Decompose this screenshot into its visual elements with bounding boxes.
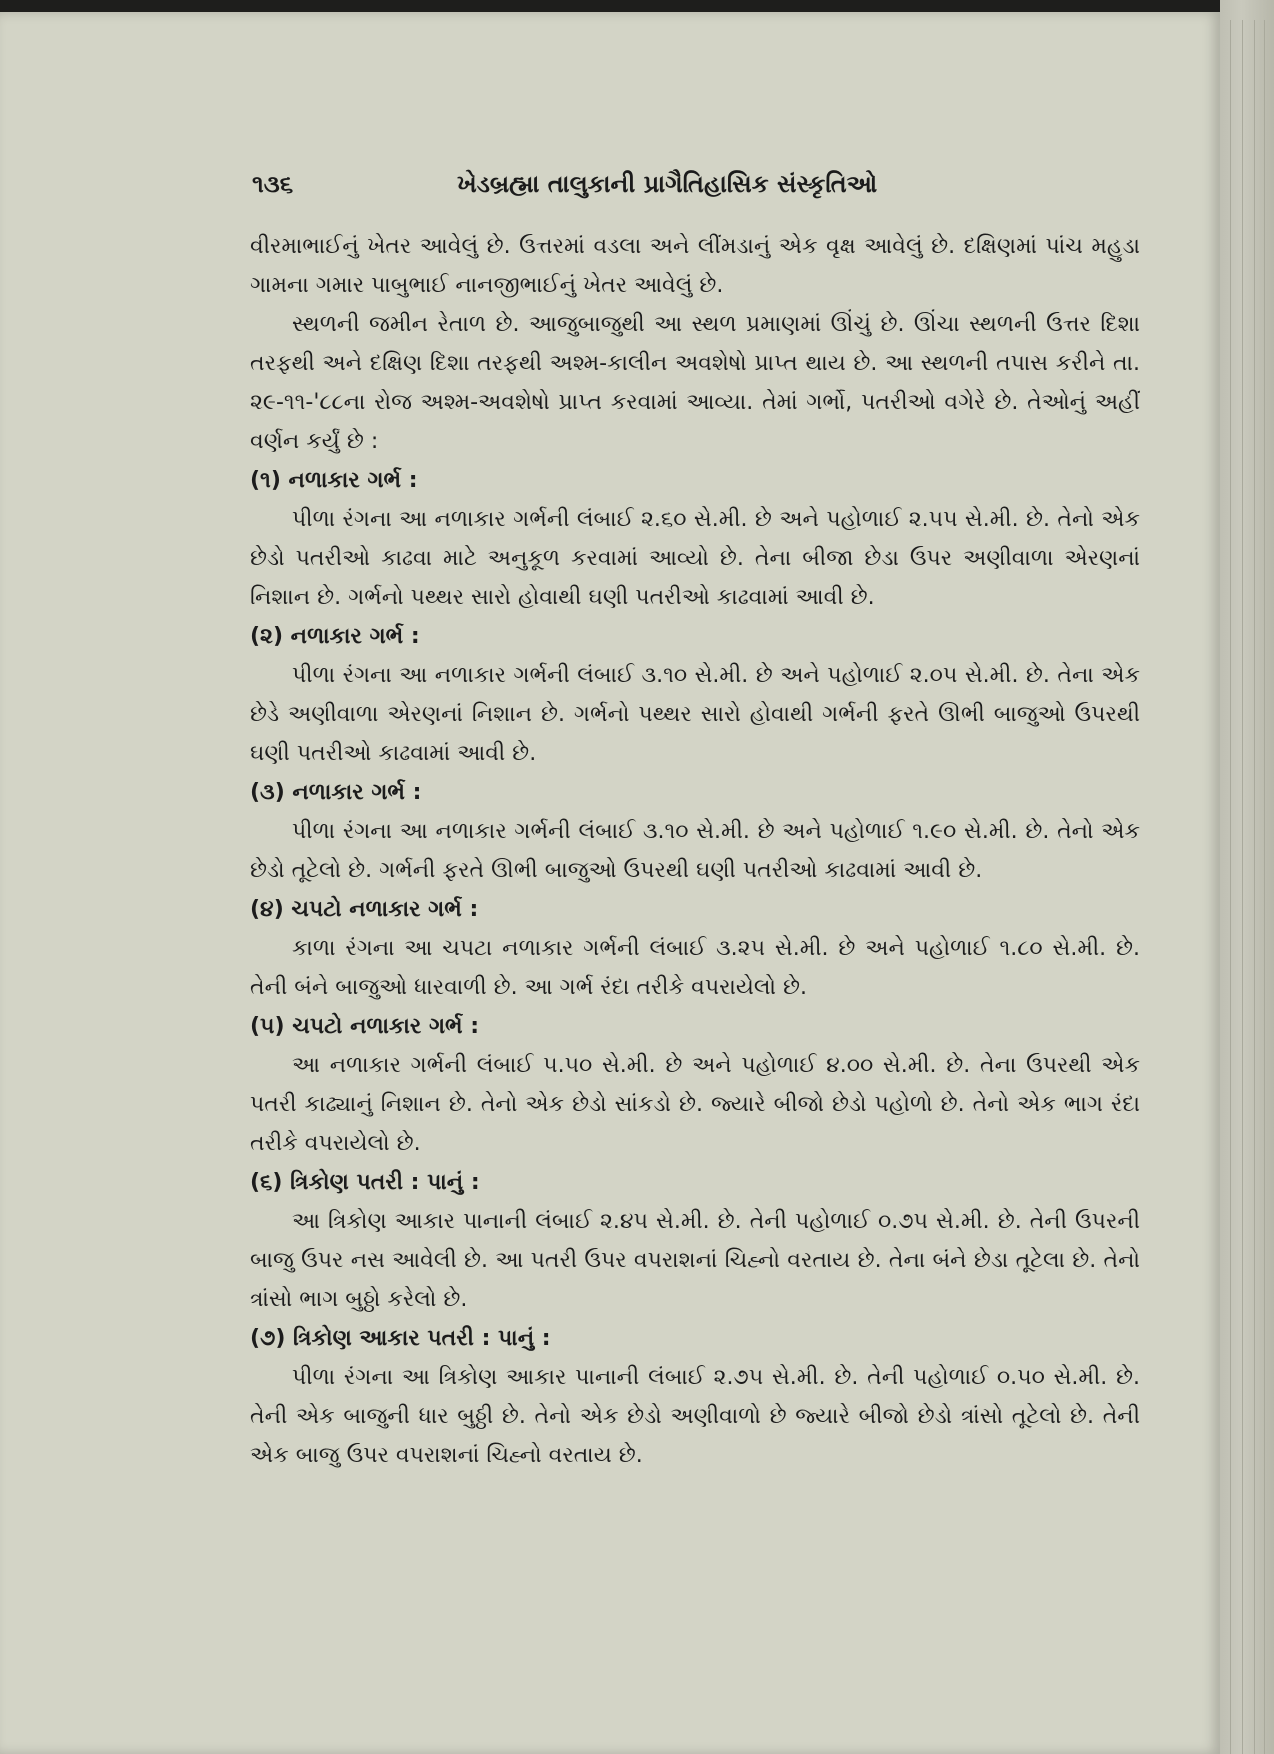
section-body: પીળા રંગના આ નળાકાર ગર્ભની લંબાઈ ૩.૧૦ સે.મી. છે અને પહોળાઈ ૧.૯૦ સે.મી. છે. તેનો એક છેડો તૂટેલો છે. ગર્ભની ફરતે ઊભી બાજુઓ ઉપરથી ઘણી પતરીઓ કાઢવામાં આવી છે.	[250, 819, 1140, 883]
section-body: પીળા રંગના આ નળાકાર ગર્ભની લંબાઈ ૩.૧૦ સે.મી. છે અને પહોળાઈ ૨.૦૫ સે.મી. છે. તેના એક છેડે અણીવાળા એરણનાં નિશાન છે. ગર્ભનો પથ્થર સારો હોવાથી ગર્ભની ફરતે ઊભી બાજુઓ ઉપરથી ઘણી પતરીઓ કાઢવામાં આવી છે.	[250, 663, 1140, 766]
artifact-section-5	[250, 1007, 1140, 1163]
artifact-section-3	[250, 773, 1140, 890]
page-body	[250, 227, 1140, 1475]
section-heading: (૬) ત્રિકોણ પતરી : પાનું :	[250, 1170, 480, 1195]
page-edge-line	[1254, 20, 1255, 1754]
artifact-section-1	[250, 461, 1140, 617]
intro-paragraph-continued: વીરમાભાઈનું ખેતર આવેલું છે. ઉત્તરમાં વડલા અને લીંમડાનું એક વૃક્ષ આવેલું છે. દક્ષિણમાં પાંચ મહુડા ગામના ગમાર પાબુભાઈ નાનજીભાઈનું ખેતર આવેલું છે.	[250, 234, 1140, 298]
section-heading: (૩) નળાકાર ગર્ભ :	[250, 780, 422, 805]
scan-top-border	[0, 0, 1274, 12]
artifact-section-7	[250, 1319, 1140, 1475]
section-heading: (૧) નળાકાર ગર્ભ :	[250, 468, 418, 493]
page-edge-line	[1230, 20, 1231, 1754]
section-heading: (૫) ચપટો નળાકાર ગર્ભ :	[250, 1014, 480, 1039]
stacked-page-edges	[1220, 0, 1274, 1754]
section-body: આ ત્રિકોણ આકાર પાનાની લંબાઈ ૨.૪૫ સે.મી. છે. તેની પહોળાઈ ૦.૭૫ સે.મી. છે. તેની ઉપરની બાજુ ઉપર નસ આવેલી છે. આ પતરી ઉપર વપરાશનાં ચિહ્નો વરતાય છે. તેના બંને છેડા તૂટેલા છે. તેનો ત્રાંસો ભાગ બુઠ્ઠો કરેલો છે.	[250, 1209, 1140, 1312]
artifact-section-6	[250, 1163, 1140, 1319]
section-heading: (૪) ચપટો નળાકાર ગર્ભ :	[250, 897, 479, 922]
page-edge-line	[1242, 20, 1243, 1754]
artifact-section-4	[250, 890, 1140, 1007]
artifact-sections	[250, 461, 1140, 1475]
artifact-section-2	[250, 617, 1140, 773]
section-heading: (૭) ત્રિકોણ આકાર પતરી : પાનું :	[250, 1326, 551, 1351]
section-body: પીળા રંગના આ નળાકાર ગર્ભની લંબાઈ ૨.૬૦ સે.મી. છે અને પહોળાઈ ૨.૫૫ સે.મી. છે. તેનો એક છેડો પતરીઓ કાઢવા માટે અનુકૂળ કરવામાં આવ્યો છે. તેના બીજા છેડા ઉપર અણીવાળા એરણનાં નિશાન છે. ગર્ભનો પથ્થર સારો હોવાથી ઘણી પતરીઓ કાઢવામાં આવી છે.	[250, 507, 1140, 610]
running-header	[252, 170, 1132, 210]
section-body: કાળા રંગના આ ચપટા નળાકાર ગર્ભની લંબાઈ ૩.૨૫ સે.મી. છે અને પહોળાઈ ૧.૮૦ સે.મી. છે. તેની બંને બાજુઓ ધારવાળી છે. આ ગર્ભ રંદા તરીકે વપરાયેલો છે.	[250, 936, 1140, 1000]
section-body: પીળા રંગના આ ત્રિકોણ આકાર પાનાની લંબાઈ ૨.૭૫ સે.મી. છે. તેની પહોળાઈ ૦.૫૦ સે.મી. છે. તેની એક બાજુની ધાર બુઠ્ઠી છે. તેનો એક છેડો અણીવાળો છે જ્યારે બીજો છેડો ત્રાંસો તૂટેલો છે. તેની એક બાજુ ઉપર વપરાશનાં ચિહ્નો વરતાય છે.	[250, 1365, 1140, 1468]
book-page	[0, 12, 1220, 1754]
page-edge-line	[1264, 20, 1265, 1754]
section-body: આ નળાકાર ગર્ભની લંબાઈ ૫.૫૦ સે.મી. છે અને પહોળાઈ ૪.૦૦ સે.મી. છે. તેના ઉપરથી એક પતરી કાઢ્યાનું નિશાન છે. તેનો એક છેડો સાંકડો છે. જ્યારે બીજો છેડો પહોળો છે. તેનો એક ભાગ રંદા તરીકે વપરાયેલો છે.	[250, 1053, 1140, 1156]
running-title: ખેડબ્રહ્મા તાલુકાની પ્રાગૈતિહાસિક સંસ્કૃતિઓ	[457, 170, 878, 198]
page-number: ૧૩૬	[252, 170, 294, 198]
intro-paragraph-site: સ્થળની જમીન રેતાળ છે. આજુબાજુથી આ સ્થળ પ્રમાણમાં ઊંચું છે. ઊંચા સ્થળની ઉત્તર દિશા તરફથી અને દક્ષિણ દિશા તરફથી અશ્મ-કાલીન અવશેષો પ્રાપ્ત થાય છે. આ સ્થળની તપાસ કરીને તા. ૨૯-૧૧-'૮૮ના રોજ અશ્મ-અવશેષો પ્રાપ્ત કરવામાં આવ્યા. તેમાં ગર્ભો, પતરીઓ વગેરે છે. તેઓનું અહીં વર્ણન કર્યું છે :	[250, 312, 1140, 454]
section-heading: (૨) નળાકાર ગર્ભ :	[250, 624, 420, 649]
